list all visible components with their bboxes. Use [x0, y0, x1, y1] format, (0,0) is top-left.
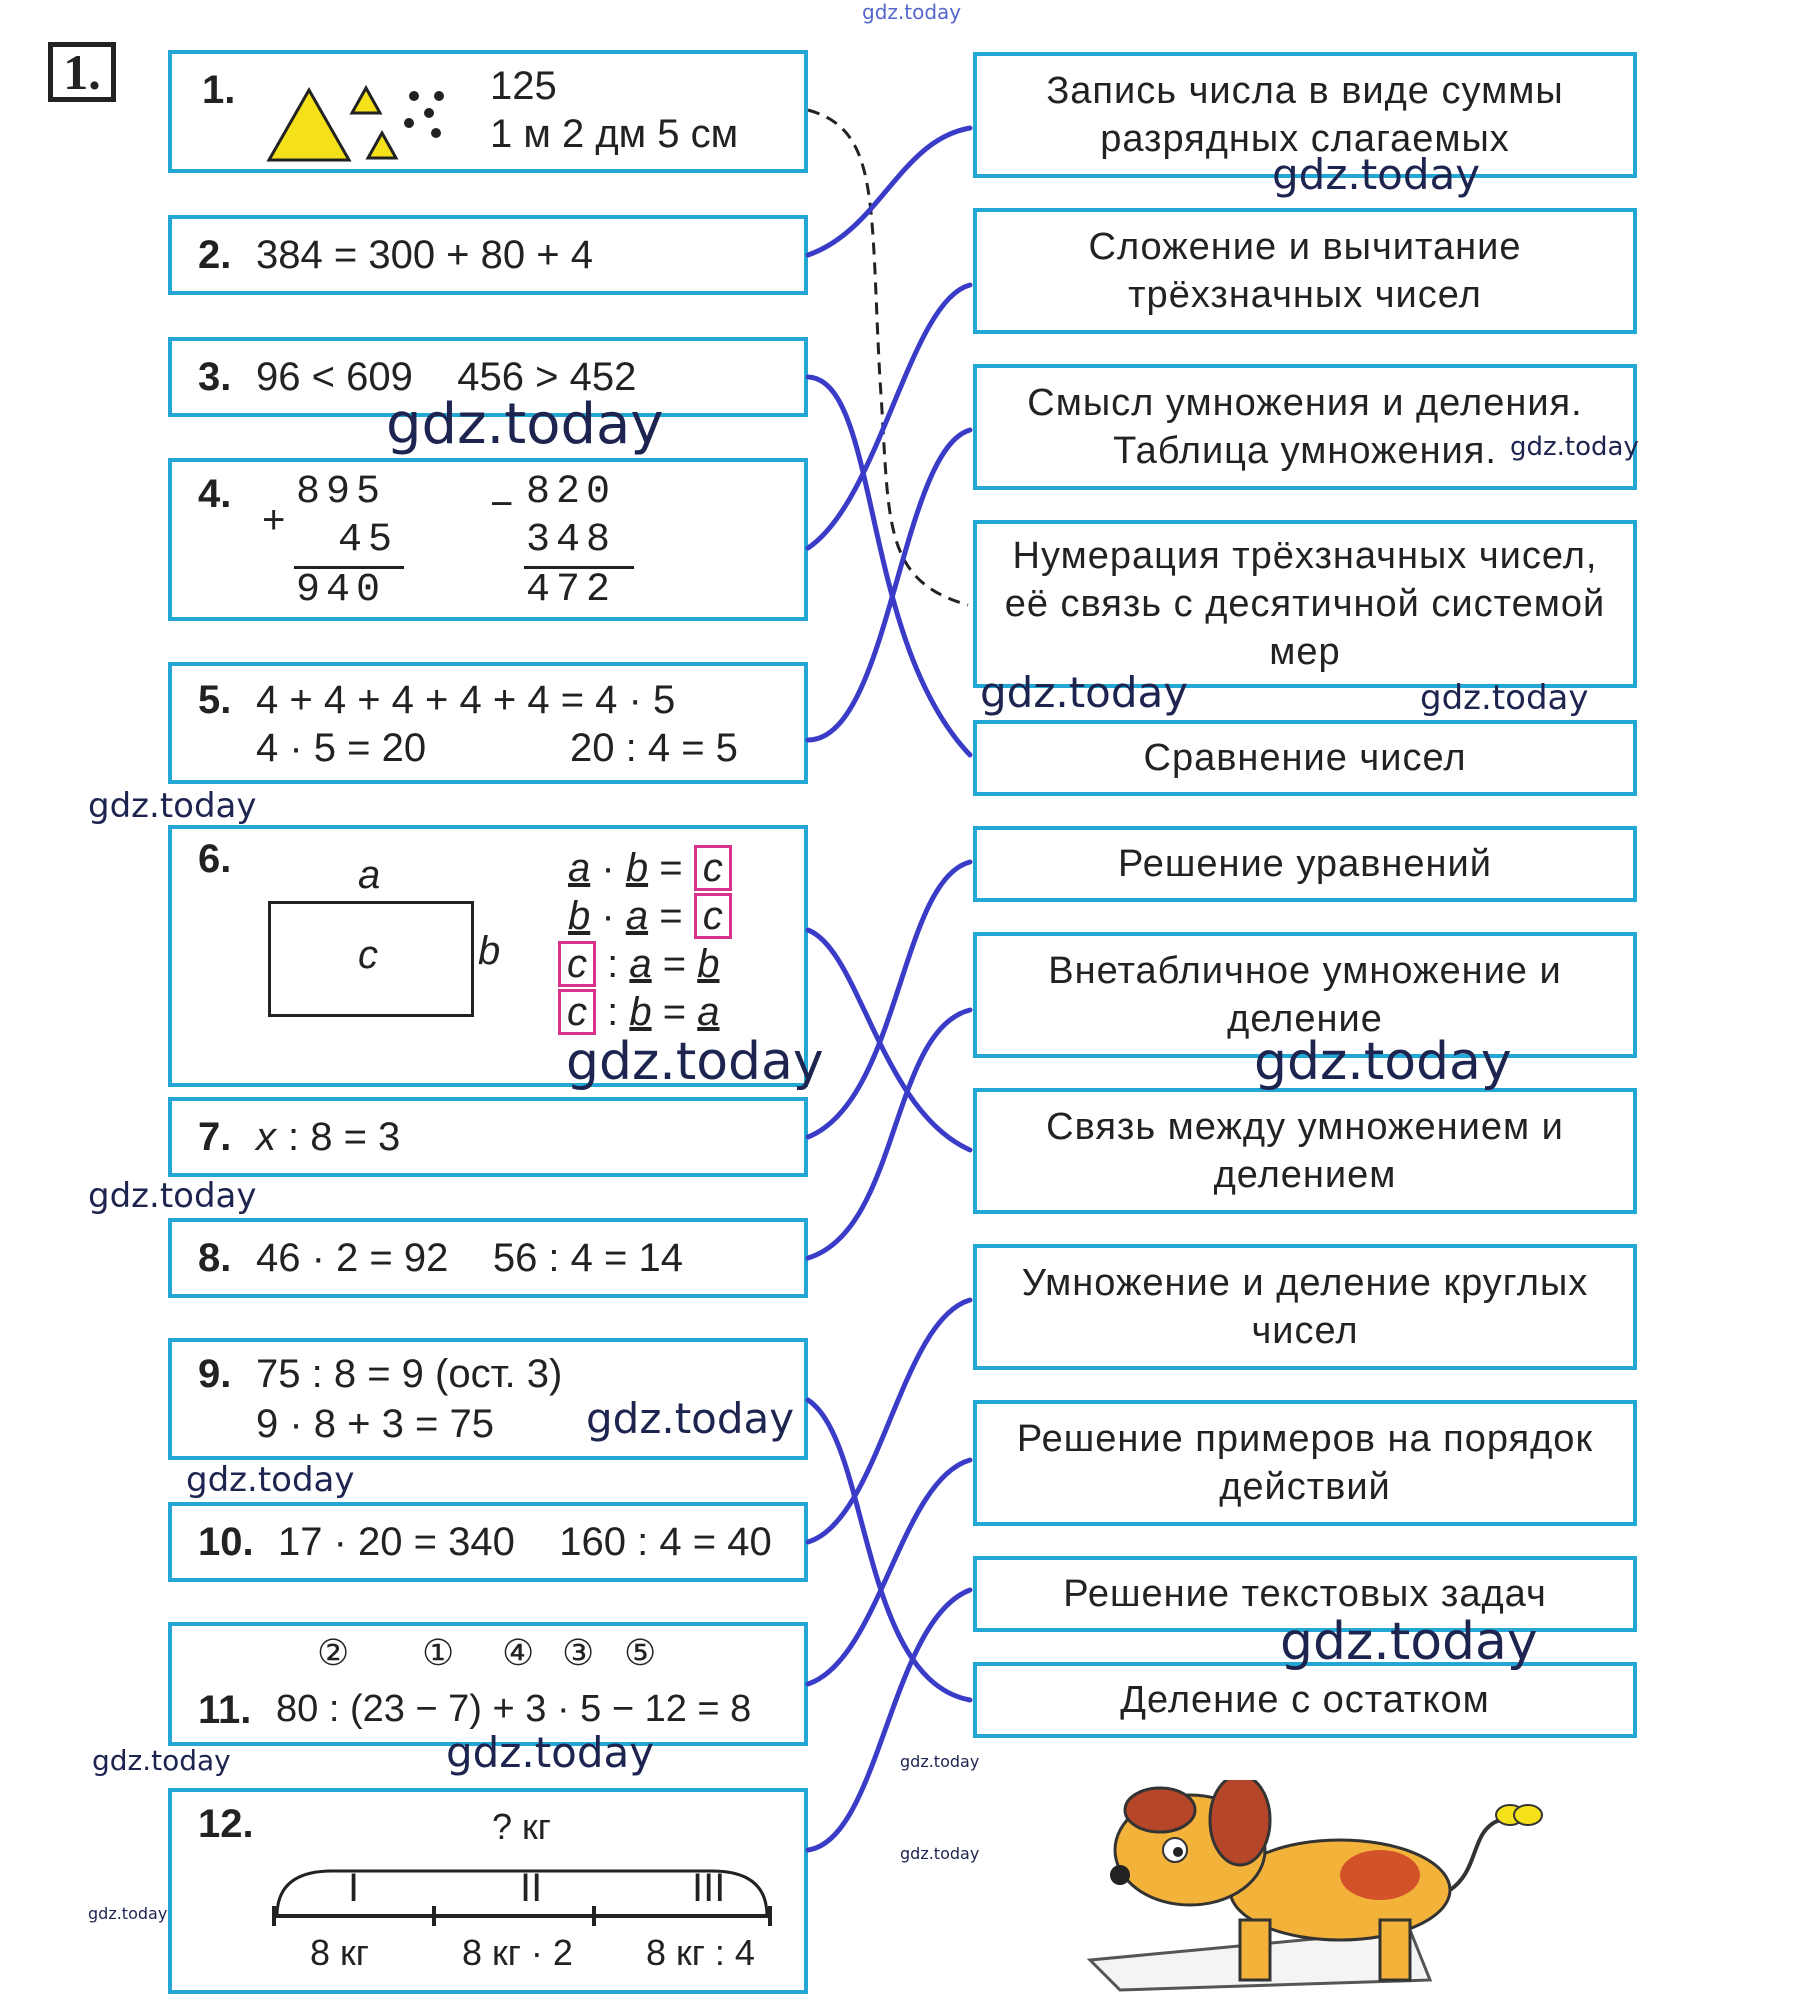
formula-1: a · b = c	[568, 845, 732, 891]
topic-12: Деление с остатком	[973, 1662, 1637, 1738]
item-9-line2: 9 · 8 + 3 = 75	[256, 1402, 494, 1446]
topic-1: Запись числа в виде суммы разрядных слагаемых	[973, 52, 1637, 178]
item-number: 7.	[198, 1115, 232, 1159]
side-a-label: a	[358, 853, 381, 897]
link-11-10	[808, 1460, 970, 1684]
item-1-line1: 125	[490, 64, 557, 108]
topic-6: Решение уравнений	[973, 826, 1637, 902]
order-mark-5: ⑤	[624, 1632, 657, 1673]
topic-2: Сложение и вычитание трёхзначных чисел	[973, 208, 1637, 334]
topic-4: Нумерация трёхзначных чисел, её связь с десятичной системой мер	[973, 520, 1637, 688]
watermark: gdz.today	[186, 1460, 355, 1500]
dog-illustration	[1080, 1780, 1580, 2000]
link-9-12	[808, 1400, 970, 1700]
item-5-line1: 4 + 4 + 4 + 4 + 4 = 4 · 5	[256, 678, 676, 722]
watermark: gdz.today	[88, 1904, 168, 1923]
watermark: gdz.today	[88, 1176, 257, 1216]
item-3-text: 96 < 609 456 > 452	[256, 355, 637, 399]
dashed-link-1-4	[808, 110, 968, 605]
link-10-9	[808, 1300, 970, 1542]
watermark: gdz.today	[900, 1752, 980, 1771]
area-c-label: c	[358, 933, 378, 977]
item-5-line2b: 20 : 4 = 5	[570, 726, 738, 770]
addend-1: 895	[296, 470, 387, 515]
link-2-1	[808, 128, 970, 255]
item-number: 10.	[198, 1520, 254, 1564]
part-1-label: 8 кг	[310, 1932, 369, 1973]
minus-sign: −	[490, 482, 514, 526]
side-b-label: b	[478, 929, 501, 973]
total-question: ? кг	[492, 1806, 551, 1847]
watermark: gdz.today	[386, 392, 664, 457]
item-2-text: 384 = 300 + 80 + 4	[256, 233, 593, 277]
link-7-6	[808, 862, 970, 1137]
order-mark-1: ②	[317, 1632, 350, 1673]
topic-10: Решение примеров на порядок действий	[973, 1400, 1637, 1526]
part-2-label: 8 кг · 2	[462, 1932, 573, 1973]
watermark: gdz.today	[980, 668, 1189, 717]
item-11-text: 80 : (23 − 7) + 3 · 5 − 12 = 8	[276, 1688, 752, 1730]
item-number: 12.	[198, 1802, 254, 1846]
item-5-line2a: 4 · 5 = 20	[256, 726, 427, 770]
order-mark-4: ③	[562, 1632, 595, 1673]
topic-5: Сравнение чисел	[973, 720, 1637, 796]
item-number: 4.	[198, 472, 232, 516]
item-number: 11.	[198, 1688, 252, 1732]
topic-8: Связь между умножением и делением	[973, 1088, 1637, 1214]
item-number: 1.	[202, 68, 236, 112]
link-12-11	[808, 1590, 970, 1850]
item-number: 2.	[198, 233, 232, 277]
order-mark-3: ④	[502, 1632, 535, 1673]
plus-sign: +	[262, 498, 286, 542]
sum-result: 940	[296, 568, 387, 613]
part-1: I	[348, 1866, 360, 1910]
part-3: III	[692, 1866, 726, 1910]
item-number: 8.	[198, 1236, 232, 1280]
watermark: gdz.today	[1280, 1612, 1538, 1672]
item-number: 5.	[198, 678, 232, 722]
watermark: gdz.today	[92, 1744, 231, 1777]
item-9-line1: 75 : 8 = 9 (ост. 3)	[256, 1352, 563, 1396]
part-2: II	[520, 1866, 543, 1910]
item-7-text: : 8 = 3	[288, 1115, 401, 1159]
formula-2: b · a = c	[568, 893, 732, 939]
item-number: 3.	[198, 355, 232, 399]
formula-3: c : a = b	[558, 941, 719, 987]
subtrahend: 348	[526, 518, 617, 563]
item-10-text: 17 · 20 = 340 160 : 4 = 40	[278, 1520, 772, 1564]
part-3-label: 8 кг : 4	[646, 1932, 755, 1973]
minuend: 820	[526, 470, 617, 515]
formula-4: c : b = a	[558, 989, 719, 1035]
order-mark-2: ①	[422, 1632, 455, 1673]
watermark: gdz.today	[566, 1032, 824, 1092]
item-number: 6.	[198, 837, 232, 881]
item-1-line2: 1 м 2 дм 5 см	[490, 112, 739, 156]
item-number: 9.	[198, 1352, 232, 1396]
topic-3: Смысл умножения и деления. Таблица умножения.	[973, 364, 1637, 490]
addend-2: 45	[338, 518, 399, 563]
watermark: gdz.today	[862, 0, 962, 24]
watermark: gdz.today	[1510, 432, 1639, 462]
link-3-5	[808, 377, 970, 755]
watermark: gdz.today	[88, 786, 257, 826]
topic-7: Внетабличное умножение и деление	[973, 932, 1637, 1058]
link-6-8	[808, 930, 970, 1150]
watermark: gdz.today	[1254, 1032, 1512, 1092]
task-number: 1.	[48, 42, 116, 102]
topic-11: Решение текстовых задач	[973, 1556, 1637, 1632]
watermark: gdz.today	[900, 1844, 980, 1863]
watermark: gdz.today	[1272, 150, 1481, 199]
watermark: gdz.today	[1420, 678, 1589, 718]
item-8-text: 46 · 2 = 92 56 : 4 = 14	[256, 1236, 683, 1280]
variable-x: x	[256, 1115, 276, 1159]
watermark: gdz.today	[586, 1394, 795, 1443]
difference-result: 472	[526, 568, 617, 613]
topic-9: Умножение и деление круглых чисел	[973, 1244, 1637, 1370]
watermark: gdz.today	[446, 1728, 655, 1777]
